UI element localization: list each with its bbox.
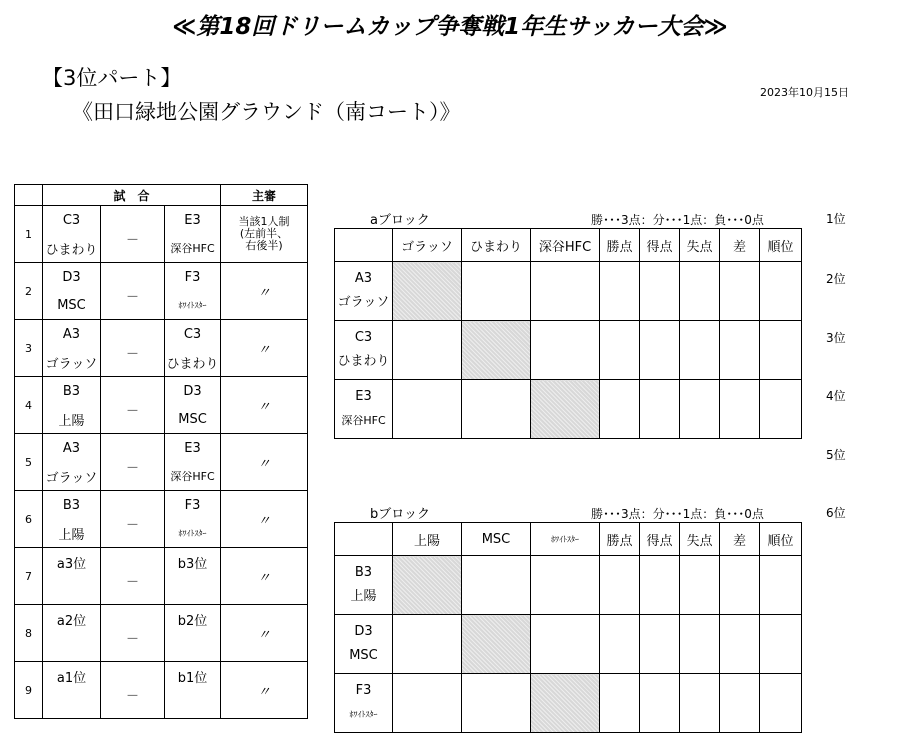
- away-team-name: [165, 633, 221, 662]
- rank-label: 3位: [826, 331, 846, 345]
- page-title: ≪第18回ドリームカップ争奪戦1年生サッカー大会≫: [172, 14, 728, 40]
- home-team-code: D3: [43, 263, 101, 292]
- match-number: 3: [15, 320, 43, 377]
- grid-stat-cell: [640, 674, 680, 733]
- grid-stat-header: 差: [720, 523, 760, 556]
- away-team-code: C3: [165, 320, 221, 349]
- grid-stat-cell: [760, 380, 802, 439]
- rank-label: 5位: [826, 448, 846, 462]
- grid-self-cell: [531, 674, 600, 733]
- referee-ditto: 〃: [221, 491, 308, 548]
- grid-stat-cell: [640, 380, 680, 439]
- grid-stat-cell: [640, 262, 680, 321]
- away-team-code: b2位: [165, 605, 221, 634]
- home-team-code: A3: [43, 320, 101, 349]
- grid-stat-cell: [720, 674, 760, 733]
- grid-self-cell: [393, 262, 462, 321]
- grid-team-row: [335, 615, 802, 674]
- match-dash: －: [101, 548, 165, 605]
- away-team-code: b1位: [165, 662, 221, 691]
- away-team-name: 深谷HFC: [165, 234, 221, 263]
- rank-label: 1位: [826, 212, 846, 226]
- grid-stat-cell: [600, 321, 640, 380]
- grid-stat-cell: [680, 556, 720, 615]
- grid-result-cell: [531, 262, 600, 321]
- grid-result-cell: [531, 556, 600, 615]
- away-team-code: E3: [165, 206, 221, 235]
- home-team-name: MSC: [43, 291, 101, 320]
- referee-ditto: 〃: [221, 662, 308, 719]
- home-team-code: B3: [43, 491, 101, 520]
- grid-stat-header: 差: [720, 229, 760, 262]
- away-team-code: E3: [165, 434, 221, 463]
- grid-team-column-header: ﾎﾜｲﾄｽﾀｰ: [531, 523, 600, 556]
- grid-row-team: [335, 674, 393, 733]
- schedule-header-match: 試 合: [43, 185, 221, 206]
- grid-corner-cell: [335, 229, 393, 262]
- grid-stat-cell: [720, 262, 760, 321]
- referee-ditto: 〃: [221, 434, 308, 491]
- match-schedule-table: [14, 184, 308, 719]
- home-team-name: ゴラッソ: [43, 348, 101, 377]
- grid-team-column-header: 深谷HFC: [531, 229, 600, 262]
- referee-ditto: 〃: [221, 605, 308, 662]
- match-dash: －: [101, 263, 165, 320]
- grid-row-team: [335, 380, 393, 439]
- grid-stat-cell: [600, 674, 640, 733]
- home-team-name: 上陽: [43, 519, 101, 548]
- home-team-code: B3: [43, 377, 101, 406]
- grid-stat-cell: [760, 321, 802, 380]
- home-team-name: [43, 633, 101, 662]
- match-number: 7: [15, 548, 43, 605]
- match-dash: －: [101, 491, 165, 548]
- grid-result-cell: [393, 380, 462, 439]
- away-team-name: [165, 576, 221, 605]
- grid-team-column-header: ゴラッソ: [393, 229, 462, 262]
- match-dash: －: [101, 605, 165, 662]
- match-row: [15, 548, 308, 577]
- grid-result-cell: [462, 674, 531, 733]
- match-row: [15, 434, 308, 463]
- match-row: [15, 605, 308, 634]
- grid-stat-header: 得点: [640, 229, 680, 262]
- home-team-code: C3: [43, 206, 101, 235]
- match-number: 9: [15, 662, 43, 719]
- grid-result-cell: [531, 615, 600, 674]
- grid-result-cell: [462, 556, 531, 615]
- grid-stat-header: 順位: [760, 523, 802, 556]
- grid-stat-cell: [680, 615, 720, 674]
- grid-team-column-header: ひまわり: [462, 229, 531, 262]
- grid-result-cell: [531, 321, 600, 380]
- match-number: 1: [15, 206, 43, 263]
- schedule-header-no: [15, 185, 43, 206]
- event-date: 2023年10月15日: [760, 86, 849, 99]
- grid-team-row: [335, 380, 802, 439]
- grid-stat-cell: [720, 380, 760, 439]
- match-row: [15, 377, 308, 406]
- home-team-name: ひまわり: [43, 234, 101, 263]
- venue-heading: 《田口緑地公園グラウンド（南コート）》: [72, 100, 461, 124]
- grid-self-cell: [462, 321, 531, 380]
- grid-stat-header: 順位: [760, 229, 802, 262]
- grid-row-team-name: ひまわり: [337, 354, 390, 369]
- match-number: 5: [15, 434, 43, 491]
- grid-header-row: [335, 523, 802, 556]
- grid-team-column-header: MSC: [462, 523, 531, 556]
- grid-result-cell: [462, 380, 531, 439]
- grid-stat-cell: [760, 674, 802, 733]
- grid-self-cell: [393, 556, 462, 615]
- match-dash: －: [101, 377, 165, 434]
- grid-stat-cell: [760, 262, 802, 321]
- referee-ditto: 〃: [221, 263, 308, 320]
- grid-self-cell: [462, 615, 531, 674]
- block-b-points-rule: 勝･･･3点：分･･･1点：負･･･0点: [591, 507, 764, 521]
- grid-stat-header: 得点: [640, 523, 680, 556]
- grid-stat-cell: [680, 321, 720, 380]
- grid-row-team-name: 上陽: [350, 589, 377, 604]
- match-row: [15, 320, 308, 349]
- home-team-name: [43, 576, 101, 605]
- away-team-name: MSC: [165, 405, 221, 434]
- match-dash: －: [101, 206, 165, 263]
- block-b-table: [334, 522, 802, 733]
- grid-result-cell: [393, 615, 462, 674]
- match-row: [15, 263, 308, 292]
- block-b-title: bブロック: [370, 507, 430, 522]
- grid-row-team: [335, 615, 393, 674]
- grid-header-row: [335, 229, 802, 262]
- grid-self-cell: [531, 380, 600, 439]
- referee-ditto: 〃: [221, 548, 308, 605]
- grid-stat-cell: [680, 674, 720, 733]
- grid-team-row: [335, 556, 802, 615]
- grid-stat-cell: [680, 262, 720, 321]
- grid-row-team-name: 深谷HFC: [341, 414, 386, 427]
- grid-row-team-code: A3: [354, 271, 373, 286]
- grid-row-team-name: ﾎﾜｲﾄｽﾀｰ: [349, 710, 378, 719]
- grid-row-team-code: D3: [354, 624, 373, 639]
- away-team-name: ひまわり: [165, 348, 221, 377]
- grid-result-cell: [393, 321, 462, 380]
- grid-stat-cell: [600, 556, 640, 615]
- match-row: [15, 491, 308, 520]
- grid-stat-cell: [600, 615, 640, 674]
- schedule-header-referee: 主審: [221, 185, 308, 206]
- match-dash: －: [101, 662, 165, 719]
- match-row: [15, 206, 308, 235]
- grid-row-team: [335, 321, 393, 380]
- grid-team-row: [335, 262, 802, 321]
- grid-stat-cell: [600, 262, 640, 321]
- match-row: [15, 662, 308, 691]
- grid-row-team: [335, 556, 393, 615]
- grid-stat-header: 勝点: [600, 229, 640, 262]
- grid-stat-cell: [720, 615, 760, 674]
- grid-team-column-header: 上陽: [393, 523, 462, 556]
- grid-stat-cell: [680, 380, 720, 439]
- referee-ditto: 〃: [221, 320, 308, 377]
- home-team-code: A3: [43, 434, 101, 463]
- part-heading: 【3位パート】: [42, 66, 182, 90]
- grid-row-team-code: E3: [355, 389, 372, 404]
- match-dash: －: [101, 434, 165, 491]
- match-number: 4: [15, 377, 43, 434]
- away-team-name: 深谷HFC: [165, 462, 221, 491]
- grid-stat-cell: [720, 556, 760, 615]
- grid-result-cell: [462, 262, 531, 321]
- home-team-code: a3位: [43, 548, 101, 577]
- grid-team-row: [335, 321, 802, 380]
- grid-row-team-name: ゴラッソ: [337, 295, 390, 310]
- away-team-code: F3: [165, 263, 221, 292]
- block-a-title: aブロック: [370, 213, 430, 228]
- away-team-name: [165, 690, 221, 719]
- grid-row-team-name: MSC: [349, 648, 378, 663]
- home-team-code: a2位: [43, 605, 101, 634]
- referee-rule: 当該1人制 (左前半、 右後半): [221, 206, 308, 263]
- grid-stat-header: 失点: [680, 523, 720, 556]
- match-number: 2: [15, 263, 43, 320]
- match-number: 6: [15, 491, 43, 548]
- away-team-name: ﾎﾜｲﾄｽﾀｰ: [165, 291, 221, 320]
- match-number: 8: [15, 605, 43, 662]
- grid-team-row: [335, 674, 802, 733]
- grid-stat-header: 勝点: [600, 523, 640, 556]
- rank-label: 4位: [826, 389, 846, 403]
- grid-stat-cell: [640, 321, 680, 380]
- grid-corner-cell: [335, 523, 393, 556]
- grid-stat-cell: [760, 556, 802, 615]
- away-team-code: D3: [165, 377, 221, 406]
- grid-stat-cell: [720, 321, 760, 380]
- home-team-name: 上陽: [43, 405, 101, 434]
- match-dash: －: [101, 320, 165, 377]
- grid-result-cell: [393, 674, 462, 733]
- home-team-code: a1位: [43, 662, 101, 691]
- grid-row-team-code: B3: [354, 565, 373, 580]
- grid-stat-cell: [760, 615, 802, 674]
- block-a-points-rule: 勝･･･3点：分･･･1点：負･･･0点: [591, 213, 764, 227]
- grid-row-team-code: F3: [355, 683, 372, 698]
- block-a-table: [334, 228, 802, 439]
- away-team-code: b3位: [165, 548, 221, 577]
- home-team-name: ゴラッソ: [43, 462, 101, 491]
- grid-stat-cell: [600, 380, 640, 439]
- rank-label: 6位: [826, 506, 846, 520]
- grid-stat-header: 失点: [680, 229, 720, 262]
- grid-row-team-code: C3: [354, 330, 373, 345]
- away-team-name: ﾎﾜｲﾄｽﾀｰ: [165, 519, 221, 548]
- grid-stat-cell: [640, 615, 680, 674]
- away-team-code: F3: [165, 491, 221, 520]
- rank-label: 2位: [826, 272, 846, 286]
- referee-ditto: 〃: [221, 377, 308, 434]
- grid-stat-cell: [640, 556, 680, 615]
- home-team-name: [43, 690, 101, 719]
- schedule-header-row: [15, 185, 308, 206]
- grid-row-team: [335, 262, 393, 321]
